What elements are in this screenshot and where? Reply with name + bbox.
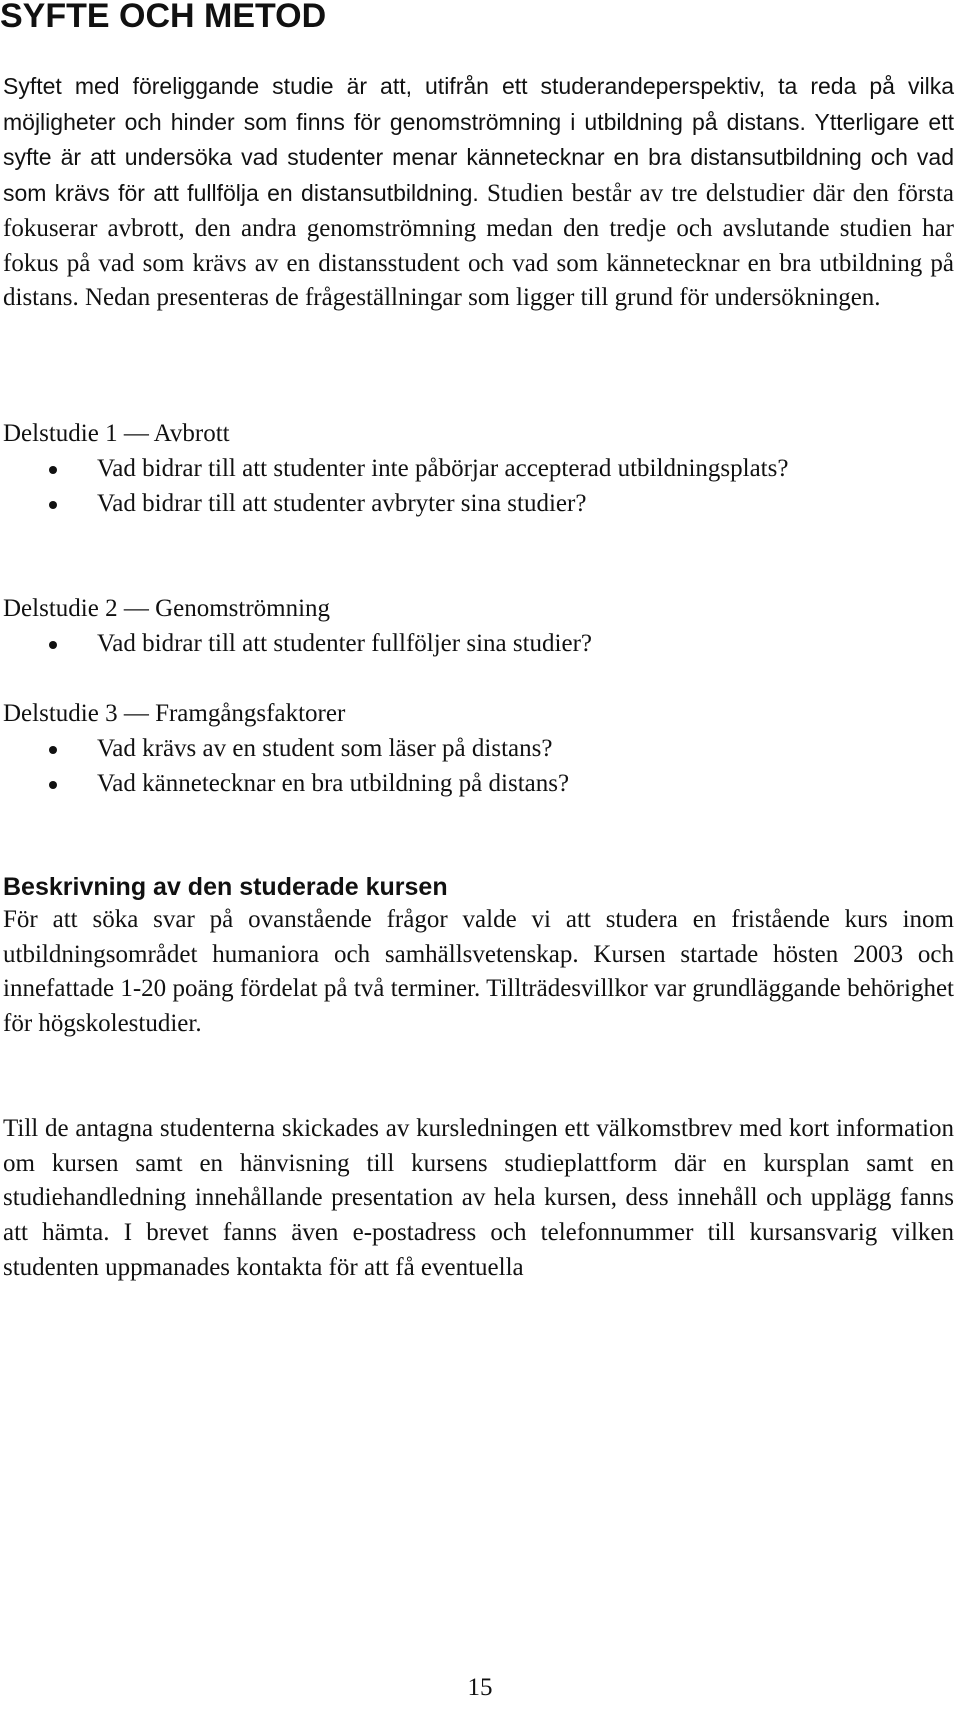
bullet-icon (49, 641, 57, 649)
bullet-icon (49, 466, 57, 474)
question-text: Vad bidrar till att studenter avbryter sina studier? (97, 489, 587, 517)
study-2-label: Delstudie 2 — Genomströmning (3, 595, 331, 622)
study-1-questions (0, 452, 954, 521)
question-text: Vad bidrar till att studenter inte påbörjar accepterad utbildningsplats? (97, 455, 789, 482)
question-text: Vad krävs av en student som läser på distans? (97, 735, 553, 762)
study-1-label: Delstudie 1 — Avbrott (3, 420, 230, 447)
list-item (0, 627, 954, 662)
bullet-icon (49, 501, 57, 509)
study-2-questions (0, 627, 954, 662)
question-text: Vad kännetecknar en bra utbildning på distans? (97, 769, 570, 797)
section-heading-kursen: Beskrivning av den studerade kursen (3, 873, 448, 901)
course-paragraph-1: För att söka svar på ovanstående frågor valde vi att studera en fristående kurs inom utbildningsområdet humaniora och samhällsvetenskap. Kursen startade hösten 2003 och innefattade 1-20 poäng fördelat på två terminer. Tillträdesvillkor var grundläggande behörighet för högskolestudier. (3, 906, 954, 1038)
bullet-icon (49, 746, 57, 754)
section-heading-syfte: SYFTE OCH METOD (0, 0, 327, 35)
question-text: Vad bidrar till att studenter fullföljer sina studier? (97, 630, 592, 657)
bullet-icon (49, 781, 57, 789)
page-number: 15 (467, 1674, 493, 1701)
list-item (0, 452, 954, 487)
list-item (0, 487, 954, 522)
list-item (0, 732, 954, 767)
study-3-label: Delstudie 3 — Framgångsfaktorer (3, 700, 346, 727)
intro-serif-text: Studien består av tre delstudier där den första fokuserar avbrott, den andra genomströmning medan den tredje och avslutande studien har fokus på vad som krävs av en distansstudent och vad som kännetecknar en bra utbildning på distans. Nedan presenteras de frågeställningar som ligger till grund för undersökningen. (3, 180, 954, 312)
study-3-questions (0, 732, 954, 801)
list-item (0, 767, 954, 802)
intro-paragraph (3, 69, 954, 316)
course-paragraph-2: Till de antagna studenterna skickades av kursledningen ett välkomstbrev med kort information om kursen samt en hänvisning till kursens studieplattform där en kursplan samt en studiehandledning innehållande presentation av hela kursen, dess innehåll och upplägg fanns att hämta. I brevet fanns även e-postadress och telefonnummer till kursansvarig vilken studenten uppmanades kontakta för att få eventuella (3, 1115, 954, 1281)
intro-sans-text: Syftet med föreliggande studie är att, utifrån ett studerandeperspektiv, ta reda på vilka möjligheter och hinder som finns för genomströmning i utbildning på distans. Ytterligare ett syfte är att undersöka vad studenter menar kännetecknar en bra distansutbildning och vad som krävs för att fullfölja en distansutbildning. (3, 73, 954, 207)
